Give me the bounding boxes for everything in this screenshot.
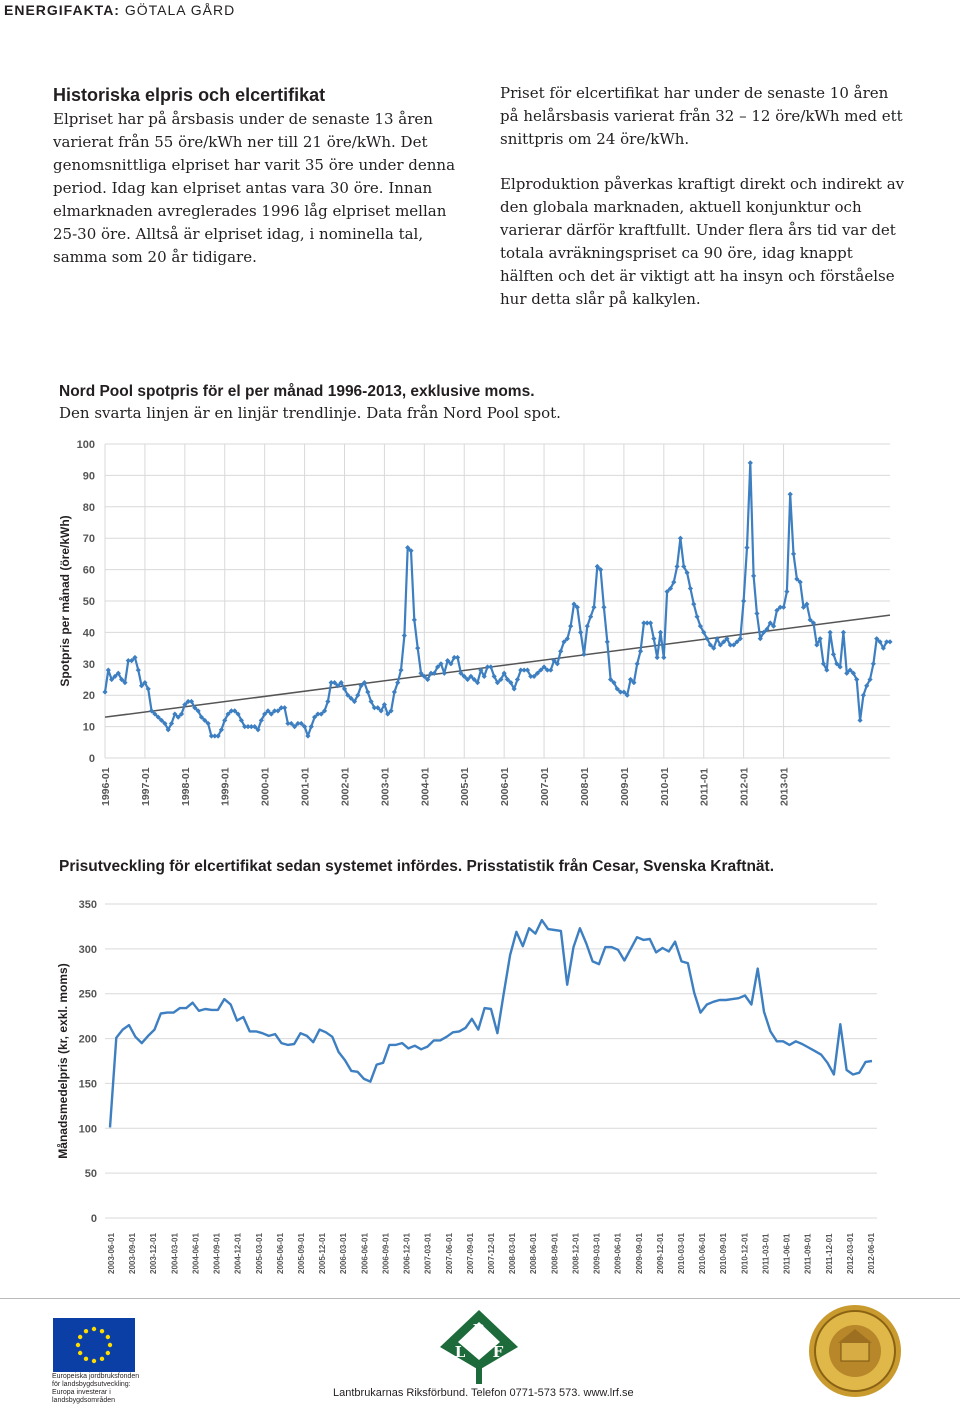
y-tick-label: 80 xyxy=(82,501,95,514)
spot-price-point xyxy=(791,551,796,556)
y-tick-label: 90 xyxy=(82,470,95,483)
x-tick-label: 2010-12-01 xyxy=(740,1233,750,1274)
eu-star xyxy=(78,1335,82,1339)
x-tick-label: 2007-06-01 xyxy=(444,1233,454,1274)
x-tick-label: 2012-03-01 xyxy=(845,1233,855,1274)
spot-price-point xyxy=(784,589,789,594)
chart1-caption-title: Nord Pool spotpris för el per månad 1996-2013, exklusive moms. xyxy=(59,383,535,400)
certificate-price-chart xyxy=(50,892,900,1292)
x-tick-label: 2008-03-01 xyxy=(508,1233,518,1274)
x-tick-label: 2003-12-01 xyxy=(149,1233,159,1274)
spot-price-point xyxy=(568,624,573,629)
x-tick-label: 2006-06-01 xyxy=(360,1233,370,1274)
x-tick-label: 2005-12-01 xyxy=(318,1233,328,1274)
y-tick-label: 60 xyxy=(82,564,95,577)
lrf-letter-r: R xyxy=(472,1321,486,1339)
x-tick-label: 2007-09-01 xyxy=(465,1233,475,1274)
trend-line xyxy=(105,615,890,717)
spot-price-point xyxy=(488,664,493,669)
x-tick-label: 2008-06-01 xyxy=(529,1233,539,1274)
spot-price-point xyxy=(638,649,643,654)
chart1-caption-sub: Den svarta linjen är en linjär trendlinje. Data från Nord Pool spot. xyxy=(59,404,561,422)
spot-price-point xyxy=(661,655,666,660)
right-column xyxy=(500,82,910,333)
x-tick-label: 1996-01 xyxy=(100,767,112,806)
x-tick-label: 2005-03-01 xyxy=(254,1233,264,1274)
y-tick-label: 10 xyxy=(82,721,95,734)
x-tick-label: 1998-01 xyxy=(179,767,192,806)
spot-price-point xyxy=(841,630,846,635)
eu-star xyxy=(106,1335,110,1339)
spot-price-point xyxy=(578,630,583,635)
eu-star xyxy=(100,1329,104,1333)
spot-price-point xyxy=(861,693,866,698)
x-tick-label: 2009-03-01 xyxy=(592,1233,602,1274)
header-bold: ENERGIFAKTA: xyxy=(4,2,120,18)
x-tick-label: 1999-01 xyxy=(219,767,232,806)
x-tick-label: 2004-09-01 xyxy=(212,1233,222,1274)
spot-price-point xyxy=(678,536,683,541)
x-tick-label: 2006-09-01 xyxy=(381,1233,391,1274)
x-tick-label: 2012-06-01 xyxy=(867,1233,876,1274)
x-tick-label: 2010-01 xyxy=(658,767,671,806)
x-tick-label: 2009-09-01 xyxy=(634,1233,644,1274)
spot-price-point xyxy=(788,492,793,497)
x-tick-label: 2007-03-01 xyxy=(423,1233,433,1274)
eu-flag-logo xyxy=(53,1318,135,1372)
spot-price-point xyxy=(871,661,876,666)
right-paragraph-1: Priset för elcertifikat har under de senaste 10 åren på helårsbasis varierat från 32 – 12 öre/kWh med ett snittpris om 24 öre/kWh. xyxy=(500,84,903,148)
y-tick-label: 100 xyxy=(78,1123,97,1136)
spot-price-point xyxy=(675,564,680,569)
eu-star xyxy=(84,1357,88,1361)
x-tick-label: 2002-01 xyxy=(339,767,352,806)
spot-price-point xyxy=(658,630,663,635)
x-tick-label: 2008-01 xyxy=(578,767,591,806)
spot-price-point xyxy=(744,545,749,550)
spot-price-point xyxy=(581,652,586,657)
x-tick-label: 2004-12-01 xyxy=(233,1233,243,1274)
spot-price-point xyxy=(548,667,553,672)
x-tick-label: 2010-03-01 xyxy=(677,1233,686,1274)
y-tick-label: 200 xyxy=(78,1033,97,1046)
x-tick-label: 2004-03-01 xyxy=(170,1233,180,1274)
x-tick-label: 2003-01 xyxy=(379,767,392,806)
y-tick-label: 250 xyxy=(78,988,97,1001)
x-tick-label: 2008-09-01 xyxy=(550,1233,560,1274)
spot-price-point xyxy=(691,602,696,607)
lrf-letter-f: F xyxy=(492,1343,504,1361)
y-axis-label: Spotpris per månad (öre/kWh) xyxy=(58,515,72,687)
x-tick-label: 2006-12-01 xyxy=(402,1233,412,1274)
x-tick-label: 2010-06-01 xyxy=(698,1233,708,1274)
x-tick-label: 2011-01 xyxy=(698,768,711,806)
x-tick-label: 2009-01 xyxy=(618,767,631,806)
spot-price-point xyxy=(781,605,786,610)
spot-price-point xyxy=(585,624,590,629)
spot-price-point xyxy=(828,630,833,635)
spot-price-point xyxy=(655,655,660,660)
eu-star xyxy=(92,1359,96,1363)
y-tick-label: 40 xyxy=(82,627,95,640)
x-tick-label: 2003-09-01 xyxy=(128,1233,138,1274)
spot-price-point xyxy=(558,649,563,654)
eu-star xyxy=(100,1357,104,1361)
lrf-logo xyxy=(440,1310,518,1384)
spot-price-point xyxy=(305,733,310,738)
spot-price-point xyxy=(415,646,420,651)
eu-star xyxy=(76,1343,80,1347)
spot-price-point xyxy=(402,633,407,638)
y-tick-label: 350 xyxy=(78,899,97,911)
section-title: Historiska elpris och elcertifikat xyxy=(53,85,326,105)
eu-star xyxy=(84,1329,88,1333)
x-tick-label: 2004-06-01 xyxy=(191,1233,201,1274)
spot-price-point xyxy=(282,705,287,710)
lrf-letter-l: L xyxy=(454,1343,466,1361)
y-tick-label: 300 xyxy=(78,943,97,956)
x-tick-label: 2006-01 xyxy=(499,767,512,806)
spot-price-point xyxy=(754,611,759,616)
x-tick-label: 2003-06-01 xyxy=(107,1233,116,1274)
eu-star xyxy=(92,1327,96,1331)
chart1-caption xyxy=(59,381,919,424)
eu-star xyxy=(108,1343,112,1347)
spot-price-point xyxy=(365,689,370,694)
y-tick-label: 100 xyxy=(76,439,95,451)
y-tick-label: 30 xyxy=(82,658,95,671)
right-paragraph-2: Elproduktion påverkas kraftigt direkt och indirekt av den globala marknaden, aktuell konjunktur och varierar därför kraftfullt. Under flera års tid var det totala avräkningspriset ca 90 öre, idag knappt hälften och det är viktigt att ha insyn och förståelse hur detta slår på kalkylen. xyxy=(500,175,905,308)
spot-price-point xyxy=(635,661,640,666)
x-tick-label: 2001-01 xyxy=(299,767,312,806)
spot-price-point xyxy=(688,586,693,591)
y-tick-label: 20 xyxy=(82,690,95,703)
header-rest: GÖTALA GÅRD xyxy=(119,2,236,18)
x-tick-label: 2005-01 xyxy=(459,767,472,806)
x-tick-label: 2007-01 xyxy=(539,767,552,806)
footer-divider xyxy=(0,1298,960,1299)
spot-price-point xyxy=(325,699,330,704)
y-tick-label: 0 xyxy=(88,753,95,765)
x-tick-label: 2007-12-01 xyxy=(487,1233,496,1274)
x-tick-label: 2013-01 xyxy=(778,767,791,806)
eu-logo-text: Europeiska jordbruksfonden för landsbygdsutveckling: Europa investerar i landsbygdsområden xyxy=(52,1373,140,1404)
left-column xyxy=(53,84,473,291)
spot-price-point xyxy=(591,605,596,610)
x-tick-label: 2011-12-01 xyxy=(824,1233,834,1274)
eu-star xyxy=(78,1351,82,1355)
certificate-price-line xyxy=(110,920,872,1127)
x-tick-label: 2011-09-01 xyxy=(803,1233,813,1274)
x-tick-label: 2012-01 xyxy=(738,767,751,806)
y-tick-label: 70 xyxy=(82,533,95,546)
spot-price-point xyxy=(748,460,753,465)
spot-price-point xyxy=(601,605,606,610)
x-tick-label: 2005-09-01 xyxy=(297,1233,306,1274)
spot-price-point xyxy=(887,639,892,644)
x-tick-label: 2004-01 xyxy=(419,767,432,806)
left-paragraph: Elpriset har på årsbasis under de senaste 13 åren varierat från 55 öre/kWh ner till 21 öre/kWh. Det genomsnittliga elpriset har varit 35 öre under denna period. Idag kan elpriset antas vara 30 öre. Innan elmarknaden avreglerades 1996 låg elpriset mellan 25-30 öre. Alltså är elpriset idag, i nominella tal, samma som 20 år tidigare. xyxy=(53,110,456,266)
spot-price-point xyxy=(398,667,403,672)
y-tick-label: 50 xyxy=(84,1168,97,1181)
spot-price-point xyxy=(136,667,141,672)
spot-price-point xyxy=(741,598,746,603)
x-tick-label: 2005-06-01 xyxy=(275,1233,285,1274)
y-axis-label: Månadsmedelpris (kr, exkl. moms) xyxy=(56,963,70,1159)
spot-price-point xyxy=(412,617,417,622)
x-tick-label: 2011-03-01 xyxy=(761,1233,771,1274)
spot-price-point xyxy=(106,667,111,672)
x-tick-label: 2009-12-01 xyxy=(655,1233,665,1274)
spot-price-point xyxy=(102,689,107,694)
x-tick-label: 2009-06-01 xyxy=(613,1233,623,1274)
page-header xyxy=(4,2,235,18)
eu-star xyxy=(106,1351,110,1355)
spot-price-point xyxy=(605,639,610,644)
x-tick-label: 2011-06-01 xyxy=(782,1233,792,1274)
spot-price-chart xyxy=(50,432,900,832)
spot-price-point xyxy=(455,655,460,660)
x-tick-label: 2010-09-01 xyxy=(719,1233,729,1274)
x-tick-label: 1997-01 xyxy=(139,767,152,806)
y-tick-label: 150 xyxy=(78,1078,97,1091)
footer-text: Lantbrukarnas Riksförbund. Telefon 0771-573 573. www.lrf.se xyxy=(333,1387,634,1399)
x-tick-label: 2008-12-01 xyxy=(571,1233,581,1274)
spot-price-point xyxy=(648,620,653,625)
x-tick-label: 2006-03-01 xyxy=(339,1233,349,1274)
y-tick-label: 50 xyxy=(82,596,95,608)
y-tick-label: 0 xyxy=(90,1213,97,1225)
spot-price-point xyxy=(651,636,656,641)
spot-price-point xyxy=(751,573,756,578)
chart2-caption: Prisutveckling för elcertifikat sedan systemet infördes. Prisstatistik från Cesar, Svenska Kraftnät. xyxy=(59,858,775,875)
spot-price-point xyxy=(442,671,447,676)
spot-price-point xyxy=(857,718,862,723)
goda-affarer-medal xyxy=(805,1303,905,1399)
x-tick-label: 2000-01 xyxy=(259,767,272,806)
